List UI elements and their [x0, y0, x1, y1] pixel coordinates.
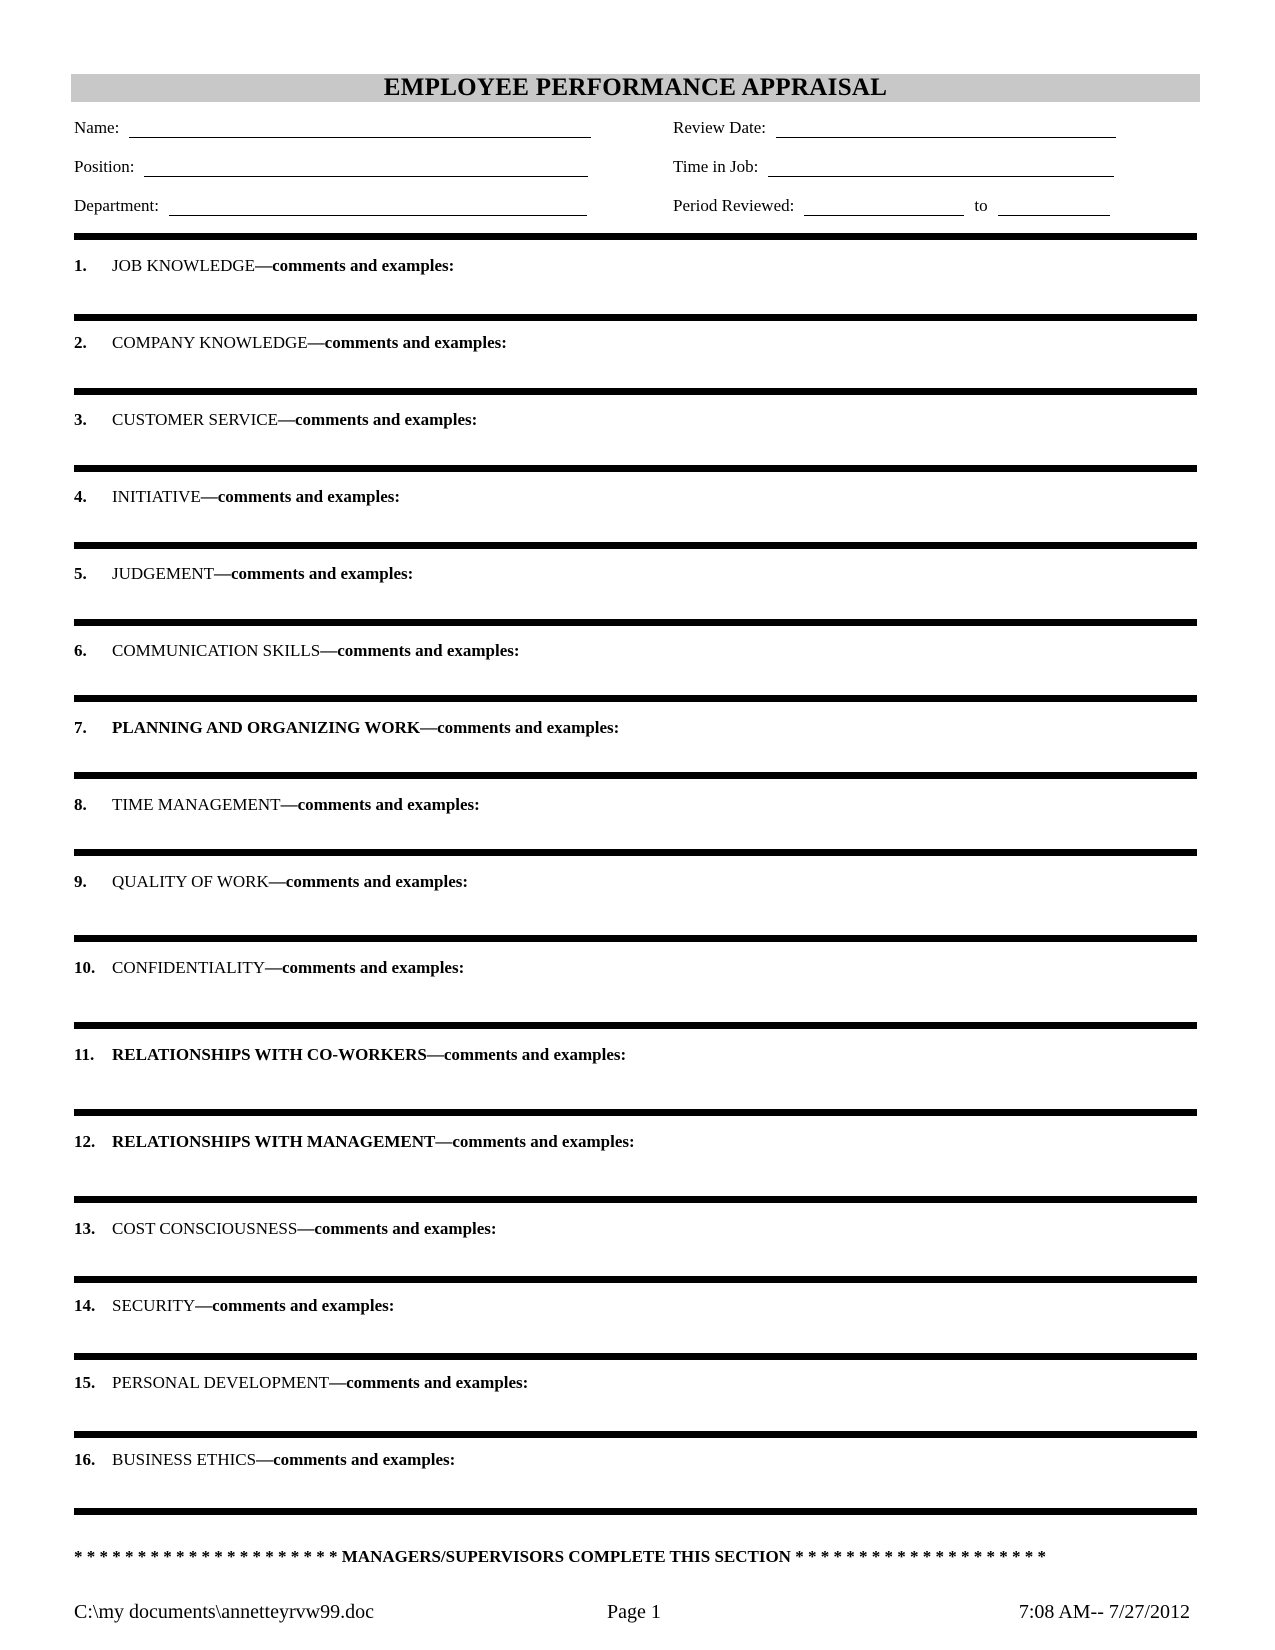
section-name: CONFIDENTIALITY: [112, 958, 265, 977]
section-divider: [74, 1508, 1197, 1515]
section-heading: [74, 1450, 455, 1470]
period-reviewed-label: Period Reviewed:: [673, 196, 795, 215]
section-number: 10.: [74, 958, 96, 977]
department-input-line[interactable]: [169, 201, 587, 216]
section-name: RELATIONSHIPS WITH CO-WORKERS: [112, 1045, 427, 1064]
section-name: COMPANY KNOWLEDGE: [112, 333, 308, 352]
section-name: SECURITY: [112, 1296, 196, 1315]
section-number: 11.: [74, 1045, 95, 1064]
section-name: JOB KNOWLEDGE: [112, 256, 256, 275]
footer-datetime: 7:08 AM-- 7/27/2012: [1018, 1601, 1190, 1623]
section-comments-label: —comments and examples:: [255, 256, 455, 275]
section-number: 16.: [74, 1450, 96, 1469]
section-name: PLANNING AND ORGANIZING WORK: [112, 718, 421, 737]
section-heading: [74, 795, 480, 815]
section-name: JUDGEMENT: [112, 564, 214, 583]
section-divider: [74, 542, 1197, 549]
period-reviewed-field: [673, 196, 1110, 216]
section-name: INITIATIVE: [112, 487, 201, 506]
section-divider: [74, 1353, 1197, 1360]
section-number: 2.: [74, 333, 87, 352]
section-number: 4.: [74, 487, 87, 506]
section-number: 9.: [74, 872, 87, 891]
section-comments-label: —comments and examples:: [280, 795, 480, 814]
section-name: RELATIONSHIPS WITH MANAGEMENT: [112, 1132, 436, 1151]
section-name: COMMUNICATION SKILLS: [112, 641, 321, 660]
department-label: Department:: [74, 196, 159, 215]
section-divider: [74, 849, 1197, 856]
position-input-line[interactable]: [144, 162, 588, 177]
page-title: EMPLOYEE PERFORMANCE APPRAISAL: [71, 74, 1200, 102]
section-comments-label: —comments and examples:: [200, 487, 401, 506]
section-comments-label: —comments and examples:: [320, 641, 520, 660]
section-comments-label: —comments and examples:: [268, 872, 469, 891]
section-divider: [74, 772, 1197, 779]
section-number: 5.: [74, 564, 87, 583]
section-name: QUALITY OF WORK: [112, 872, 269, 891]
section-number: 13.: [74, 1219, 96, 1238]
section-heading: [74, 564, 413, 584]
section-comments-label: —comments and examples:: [278, 410, 478, 429]
period-from-input-line[interactable]: [804, 201, 964, 216]
footer-page-number: Page 1: [607, 1601, 661, 1623]
section-comments-label: —comments and examples:: [214, 564, 414, 583]
section-divider: [74, 1431, 1197, 1438]
review-date-input-line[interactable]: [776, 123, 1116, 138]
review-date-label: Review Date:: [673, 118, 766, 137]
section-divider: [74, 233, 1197, 240]
section-divider: [74, 619, 1197, 626]
section-comments-label: —comments and examples:: [435, 1132, 635, 1151]
time-in-job-input-line[interactable]: [768, 162, 1114, 177]
section-heading: [74, 333, 507, 353]
position-field: [74, 157, 588, 177]
section-number: 14.: [74, 1296, 96, 1315]
section-comments-label: —comments and examples:: [256, 1450, 456, 1469]
section-name: TIME MANAGEMENT: [112, 795, 281, 814]
section-number: 6.: [74, 641, 87, 660]
review-date-field: [673, 118, 1116, 138]
name-field: [74, 118, 591, 138]
period-to-input-line[interactable]: [998, 201, 1110, 216]
managers-section-heading: * * * * * * * * * * * * * * * * * * * * * MANAGERS/SUPERVISORS COMPLETE THIS SECTION * * * * * * * * * * * * * * * * * * * *: [74, 1547, 1046, 1566]
section-number: 12.: [74, 1132, 96, 1151]
section-comments-label: —comments and examples:: [264, 958, 465, 977]
period-to-label: to: [974, 196, 988, 215]
section-name: PERSONAL DEVELOPMENT: [112, 1373, 330, 1392]
section-heading: [74, 1045, 626, 1065]
section-heading: [74, 256, 454, 276]
section-heading: [74, 487, 400, 507]
name-input-line[interactable]: [129, 123, 591, 138]
section-heading: [74, 1132, 635, 1152]
section-divider: [74, 1022, 1197, 1029]
section-divider: [74, 1196, 1197, 1203]
section-heading: [74, 718, 619, 738]
section-number: 15.: [74, 1373, 96, 1392]
name-label: Name:: [74, 118, 120, 137]
footer-file-path: C:\my documents\annetteyrvw99.doc: [74, 1601, 374, 1623]
section-comments-label: —comments and examples:: [297, 1219, 497, 1238]
position-label: Position:: [74, 157, 135, 176]
section-heading: [74, 1219, 497, 1239]
section-heading: [74, 1373, 528, 1393]
section-comments-label: —comments and examples:: [420, 718, 620, 737]
section-number: 7.: [74, 718, 87, 737]
section-number: 1.: [74, 256, 87, 275]
section-heading: [74, 1296, 394, 1316]
section-heading: [74, 410, 477, 430]
section-heading: [74, 958, 464, 978]
section-number: 8.: [74, 795, 87, 814]
section-divider: [74, 935, 1197, 942]
section-name: COST CONSCIOUSNESS: [112, 1219, 298, 1238]
section-name: BUSINESS ETHICS: [112, 1450, 257, 1469]
section-divider: [74, 388, 1197, 395]
section-comments-label: —comments and examples:: [195, 1296, 395, 1315]
section-name: CUSTOMER SERVICE: [112, 410, 278, 429]
time-in-job-label: Time in Job:: [673, 157, 759, 176]
section-heading: [74, 641, 520, 661]
time-in-job-field: [673, 157, 1114, 177]
section-number: 3.: [74, 410, 87, 429]
section-divider: [74, 465, 1197, 472]
section-comments-label: —comments and examples:: [329, 1373, 529, 1392]
section-comments-label: —comments and examples:: [307, 333, 507, 352]
department-field: [74, 196, 587, 216]
section-divider: [74, 1276, 1197, 1283]
section-heading: [74, 872, 468, 892]
section-divider: [74, 695, 1197, 702]
section-divider: [74, 314, 1197, 321]
section-comments-label: —comments and examples:: [426, 1045, 627, 1064]
section-divider: [74, 1109, 1197, 1116]
